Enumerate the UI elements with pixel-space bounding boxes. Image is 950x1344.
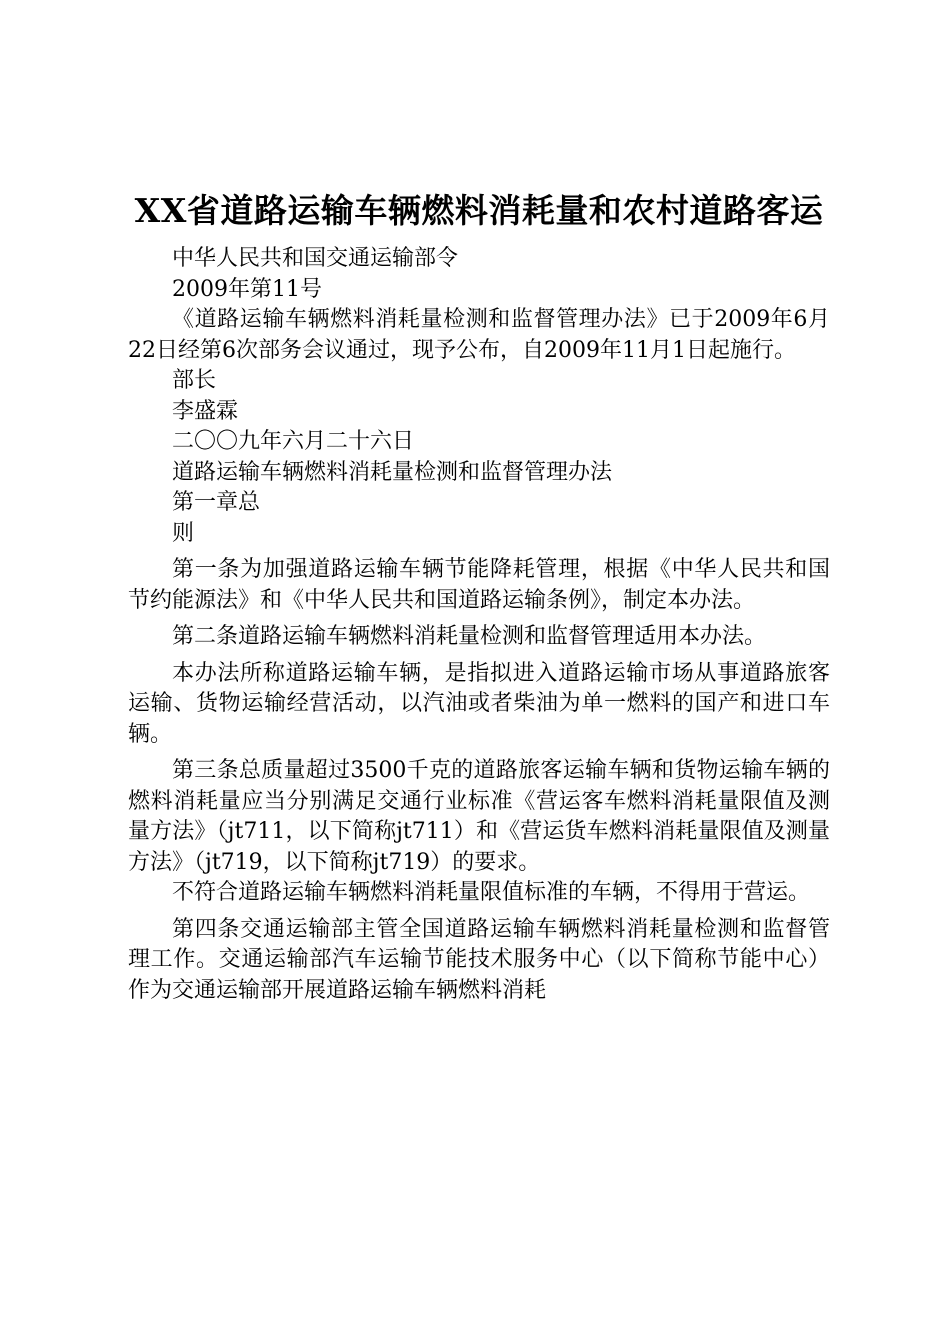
paragraph-article-1: 第一条为加强道路运输车辆节能降耗管理，根据《中华人民共和国节约能源法》和《中华人民共和国道路运输条例》，制定本办法。	[128, 557, 830, 613]
paragraph-signatory: 李盛霖	[172, 398, 239, 424]
paragraph-order-number: 2009年第11号	[172, 276, 322, 302]
paragraph-article-4: 第四条交通运输部主管全国道路运输车辆燃料消耗量检测和监督管理工作。交通运输部汽车运输节能技术服务中心（以下简称节能中心）作为交通运输部开展道路运输车辆燃料消耗	[128, 916, 830, 1003]
document-title: XX省道路运输车辆燃料消耗量和农村道路客运	[134, 191, 824, 230]
paragraph-article-2: 第二条道路运输车辆燃料消耗量检测和监督管理适用本办法。	[172, 624, 767, 649]
paragraph-definition: 本办法所称道路运输车辆，是指拟进入道路运输市场从事道路旅客运输、货物运输经营活动，以汽油或者柴油为单一燃料的国产和进口车辆。	[128, 660, 830, 747]
document-page	[128, 0, 830, 1344]
paragraph-chapter-heading-cont: 则	[172, 520, 195, 546]
paragraph-regulation-title: 道路运输车辆燃料消耗量检测和监督管理办法	[172, 459, 613, 485]
paragraph-date: 二〇〇九年六月二十六日	[172, 429, 415, 454]
paragraph-article-3: 第三条总质量超过3500千克的道路旅客运输车辆和货物运输车辆的燃料消耗量应当分别满足交通行业标准《营运客车燃料消耗量限值及测量方法》（jt711，以下简称jt711）和《营运货车燃料消耗量限值及测量方法》（jt719，以下简称jt719）的要求。	[128, 758, 830, 875]
paragraph-issuer: 中华人民共和国交通运输部令	[172, 246, 459, 271]
paragraph-noncompliance: 不符合道路运输车辆燃料消耗量限值标准的车辆，不得用于营运。	[172, 880, 811, 905]
paragraph-position: 部长	[172, 368, 217, 393]
paragraph-chapter-heading: 第一章总	[172, 490, 261, 515]
paragraph-announcement: 《道路运输车辆燃料消耗量检测和监督管理办法》已于2009年6月22日经第6次部务会议通过，现予公布，自2009年11月1日起施行。	[128, 307, 830, 363]
document-body	[128, 244, 830, 1006]
